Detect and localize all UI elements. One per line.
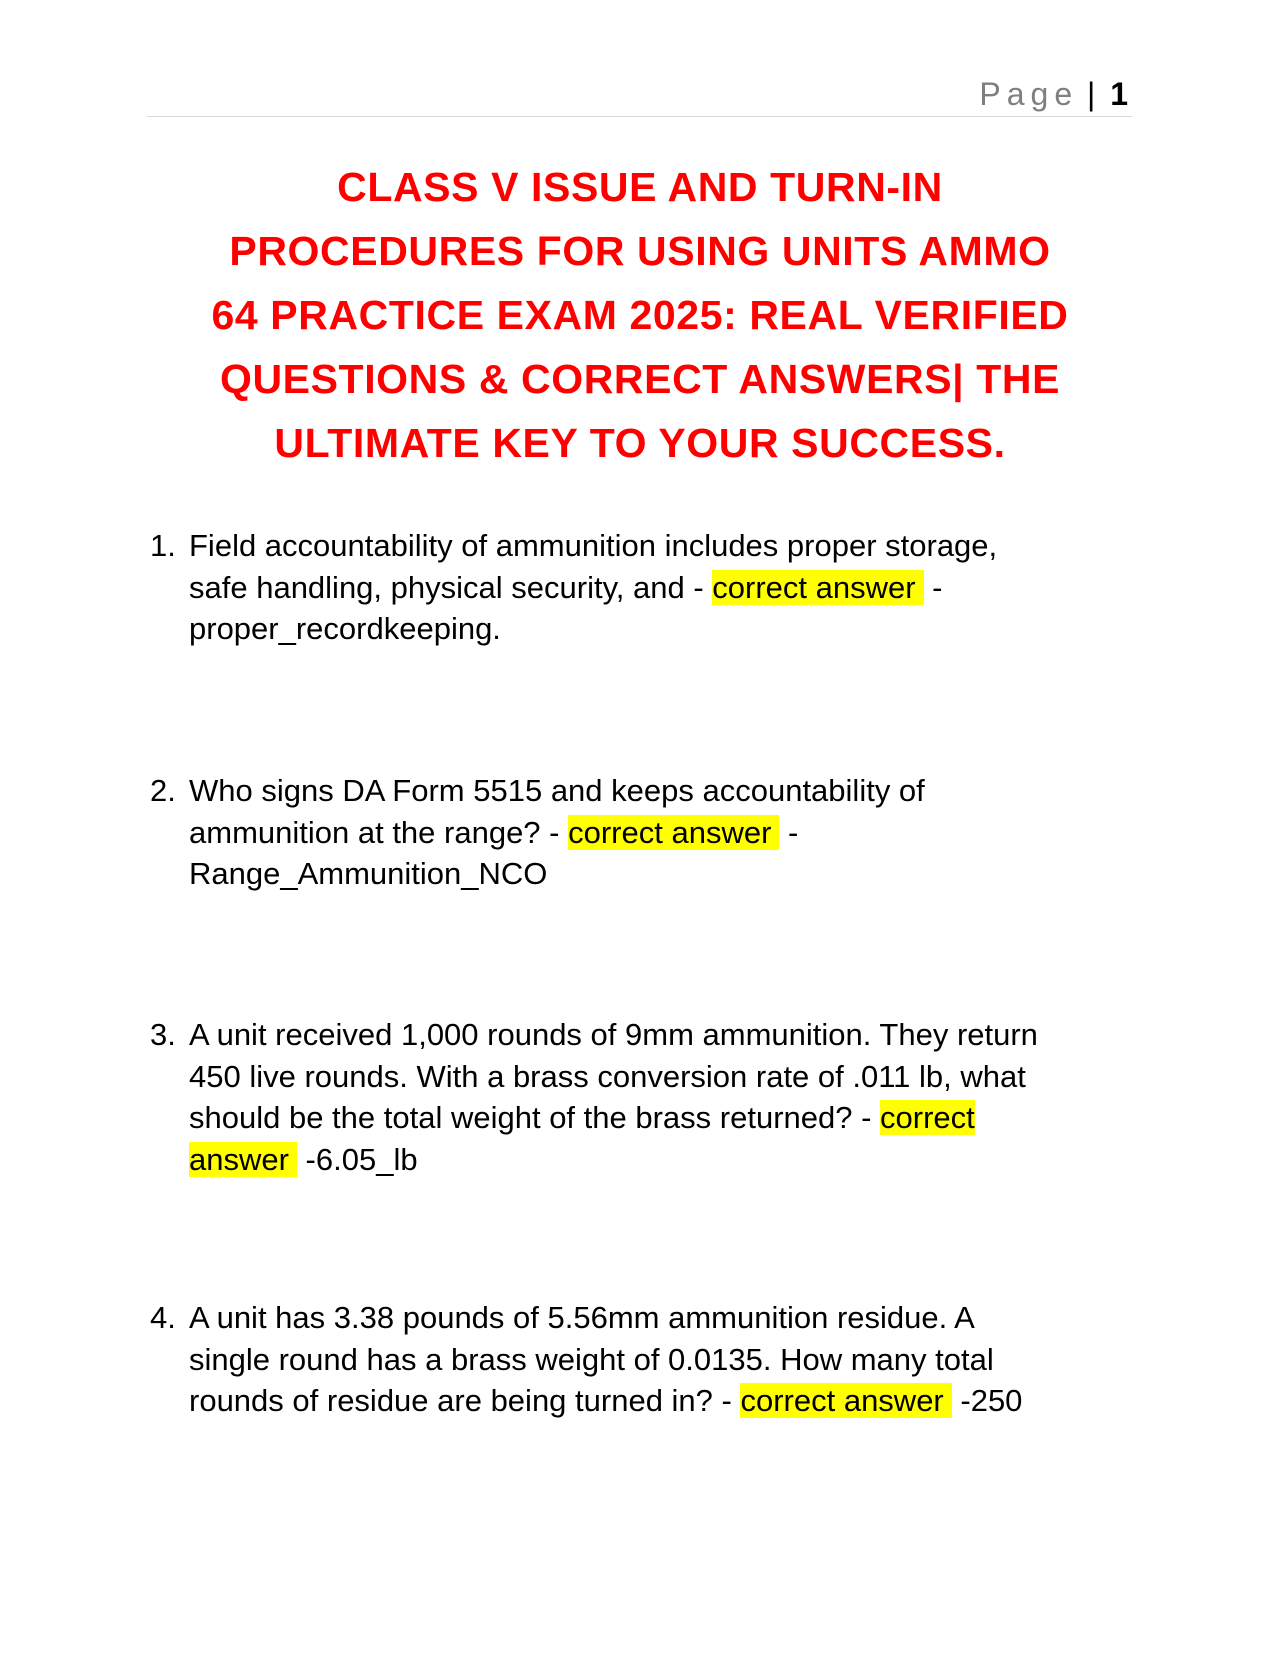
question-number: 1. [150, 528, 176, 563]
correct-answer-highlight: correct [880, 1100, 975, 1135]
answer-text: -250 [951, 1383, 1023, 1418]
page-number-indicator [979, 76, 1128, 112]
correct-answer-highlight: correct answer [740, 1383, 951, 1418]
question-line: Who signs DA Form 5515 and keeps accountability of [189, 773, 925, 808]
question-line [189, 1380, 1119, 1422]
question-line [189, 1139, 1119, 1181]
question-number: 4. [150, 1300, 176, 1335]
answer-text: Range_Ammunition_NCO [189, 856, 548, 891]
question-text-segment: - [779, 814, 799, 850]
page-separator: | [1087, 76, 1096, 112]
question-text [189, 1297, 1119, 1422]
question-line [189, 1097, 1119, 1139]
question-line: single round has a brass weight of 0.0135. How many total [189, 1341, 994, 1377]
question-line: 450 live rounds. With a brass conversion rate of .011 lb, what [189, 1058, 1026, 1094]
question-line: A unit received 1,000 rounds of 9mm ammunition. They return [189, 1017, 1038, 1052]
correct-answer-highlight: correct answer [568, 815, 779, 850]
question-text-segment: should be the total weight of the brass returned? - [189, 1100, 881, 1135]
document-title [140, 155, 1140, 475]
question-line [189, 567, 1119, 609]
title-line: QUESTIONS & CORRECT ANSWERS| THE [219, 356, 1061, 402]
title-line: PROCEDURES FOR USING UNITS AMMO [229, 228, 1051, 274]
question-text [189, 1014, 1119, 1180]
question-text-segment: rounds of residue are being turned in? - [189, 1383, 741, 1418]
question-text-segment: - [923, 569, 943, 605]
question-line: A unit has 3.38 pounds of 5.56mm ammunition residue. A [189, 1300, 975, 1335]
question-line [189, 812, 1119, 854]
correct-answer-highlight: correct answer [712, 570, 923, 605]
question-line: Field accountability of ammunition includes proper storage, [189, 528, 998, 563]
question-text-segment: safe handling, physical security, and - [189, 569, 713, 605]
title-line: CLASS V ISSUE AND TURN-IN [337, 164, 943, 210]
page-label: Page [979, 76, 1079, 112]
page-number: 1 [1110, 76, 1128, 112]
title-line: ULTIMATE KEY TO YOUR SUCCESS. [274, 420, 1006, 466]
question-text [189, 770, 1119, 895]
question-text [189, 525, 1119, 650]
answer-text: -6.05_lb [296, 1141, 418, 1177]
correct-answer-highlight: answer [189, 1142, 297, 1177]
page-header [147, 72, 1132, 117]
title-line: 64 PRACTICE EXAM 2025: REAL VERIFIED [211, 292, 1069, 338]
question-number: 2. [150, 773, 176, 808]
answer-text: proper_recordkeeping. [189, 611, 501, 646]
question-number: 3. [150, 1017, 176, 1052]
question-text-segment: ammunition at the range? - [189, 814, 569, 850]
